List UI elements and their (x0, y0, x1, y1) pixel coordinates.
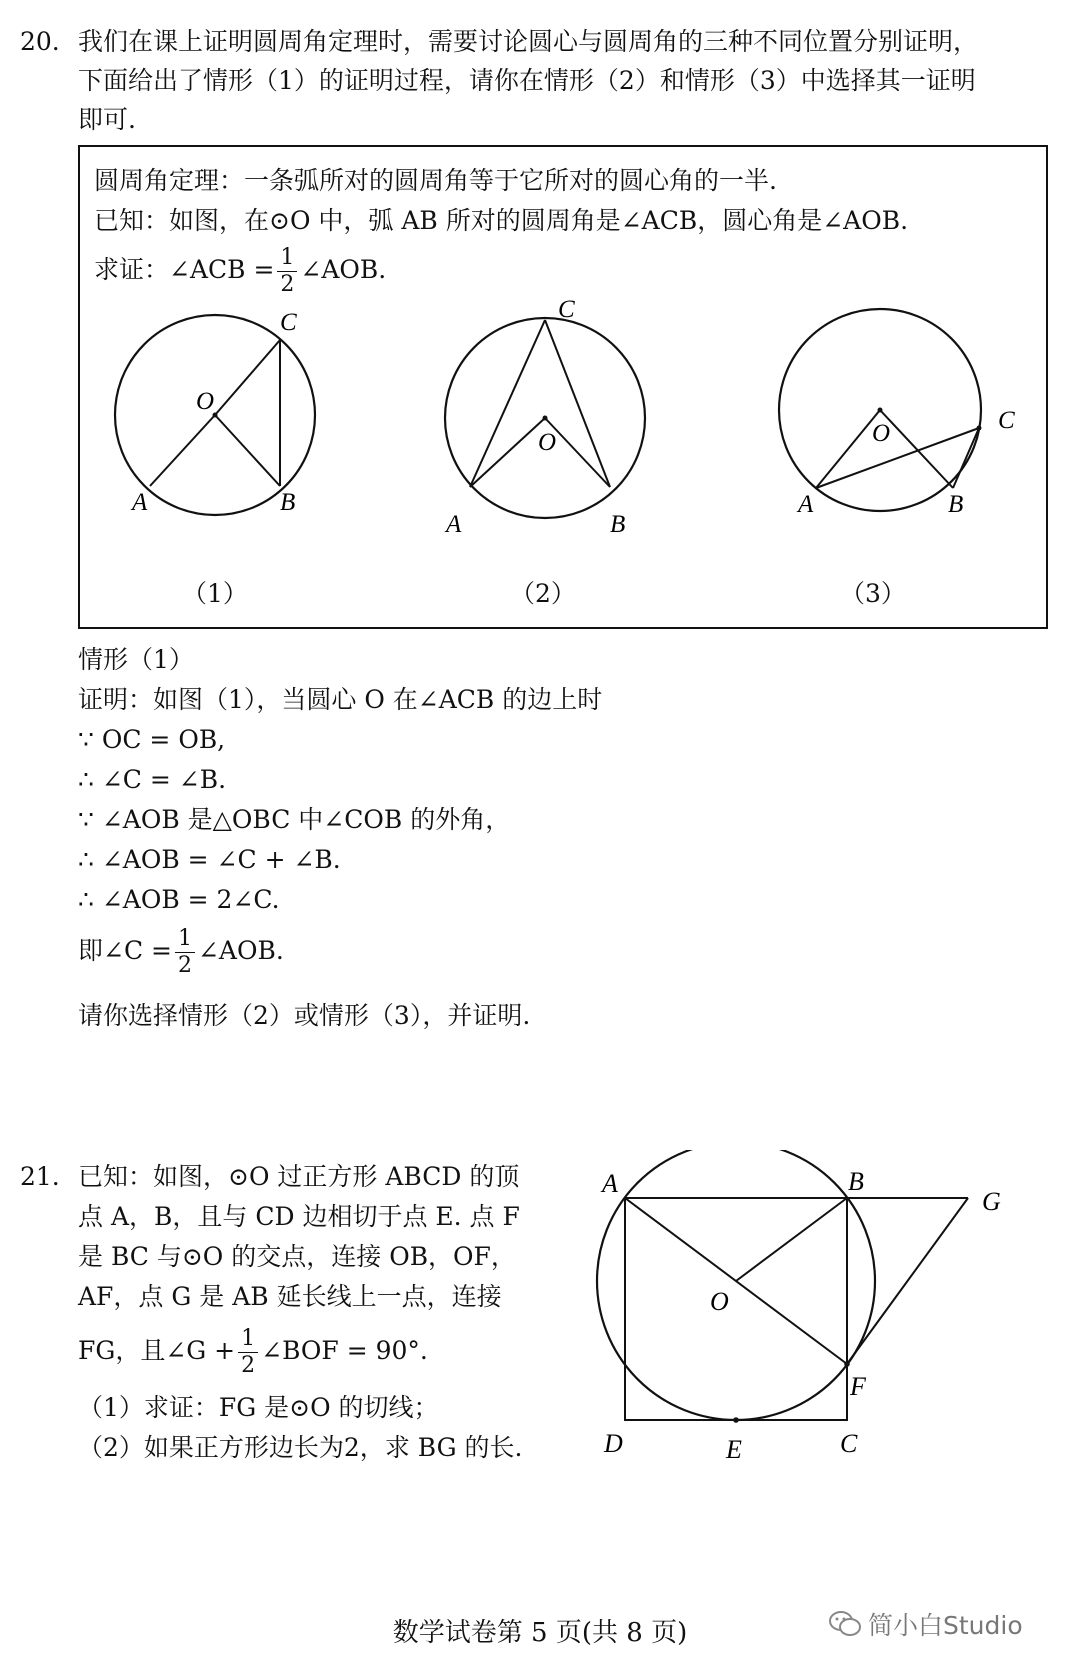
figure-2-label-O: O (538, 429, 557, 456)
q21-condition-fraction-den: 2 (241, 1353, 256, 1378)
proof-line-2: ∵ OC = OB, (78, 725, 226, 754)
figure-3-label-O: O (872, 420, 891, 447)
figure-1-label-A: A (132, 489, 148, 516)
figure-1-line-OB (215, 415, 280, 486)
figure-2-center-dot (543, 416, 548, 421)
prove-fraction-den: 2 (280, 272, 295, 297)
q21-point-E (733, 1417, 739, 1423)
q21-circle (597, 1150, 875, 1420)
figure-2-line-AC (470, 320, 545, 487)
figure-3-label-A: A (798, 491, 814, 518)
figure-2-label-C: C (558, 300, 575, 323)
proof-line-1: 证明：如图（1），当圆心 O 在∠ACB 的边上时 (78, 685, 603, 714)
q21-point-F (844, 1361, 850, 1367)
proof-final-suffix: ∠AOB. (197, 936, 284, 965)
prove-statement (94, 247, 386, 296)
q21-part-1: （1）求证：FG 是⊙O 的切线； (78, 1393, 439, 1422)
prove-fraction-num: 1 (277, 247, 297, 272)
given-statement: 已知：如图，在⊙O 中，弧 AB 所对的圆周角是∠ACB，圆心角是∠AOB. (94, 206, 909, 235)
q20-intro-line-1: 我们在课上证明圆周角定理时，需要讨论圆心与圆周角的三种不同位置分别证明， (78, 27, 979, 56)
figure-3 (770, 300, 1040, 550)
figure-2-line-AO (470, 418, 545, 487)
q21-label-D: D (604, 1429, 623, 1458)
q21-line-OB (736, 1198, 847, 1281)
q20-intro-line-3: 即可. (78, 105, 136, 134)
figure-2-label-A: A (446, 511, 462, 538)
q21-line-1: 已知：如图，⊙O 过正方形 ABCD 的顶 (78, 1162, 520, 1191)
q21-label-O: O (710, 1287, 729, 1316)
q21-figure (590, 1150, 1030, 1505)
q21-label-F: F (850, 1372, 866, 1401)
q20-number: 20. (20, 27, 60, 56)
figure-1-label-C: C (280, 309, 297, 336)
q21-condition (78, 1328, 428, 1377)
figure-2-line-CB (545, 320, 610, 487)
q21-condition-fraction (238, 1328, 258, 1377)
figure-2-label-B: B (610, 511, 626, 538)
watermark-text: 简小白Studio (868, 1611, 1023, 1640)
q21-square (625, 1198, 847, 1420)
prove-fraction (277, 247, 297, 296)
q21-condition-fraction-num: 1 (238, 1328, 258, 1353)
theorem-statement: 圆周角定理：一条弧所对的圆周角等于它所对的圆心角的一半. (94, 166, 777, 195)
watermark (828, 1606, 1023, 1642)
footer-page-number: 数学试卷第 5 页(共 8 页) (392, 1618, 688, 1648)
proof-ask: 请你选择情形（2）或情形（3），并证明. (78, 1001, 531, 1030)
figure-3-center-dot (878, 408, 883, 413)
proof-line-6: ∴ ∠AOB = 2∠C. (78, 885, 280, 914)
proof-final-fraction-num: 1 (175, 928, 195, 953)
q21-line-4: AF，点 G 是 AB 延长线上一点，连接 (78, 1282, 502, 1311)
figure-1 (100, 300, 340, 550)
figure-1-line-OC (215, 340, 280, 415)
q21-label-E: E (726, 1435, 742, 1464)
figure-2-caption: （2） (510, 579, 576, 608)
proof-final-prefix: 即∠C = (78, 936, 172, 965)
figure-1-label-O: O (196, 388, 215, 415)
proof-final-fraction (175, 928, 195, 977)
figure-3-caption: （3） (840, 579, 906, 608)
proof-case-heading: 情形（1） (78, 645, 194, 674)
q21-line-GF (847, 1198, 968, 1364)
q21-label-A: A (602, 1169, 618, 1198)
q21-number: 21. (20, 1162, 60, 1191)
proof-final-fraction-den: 2 (177, 953, 192, 978)
q21-condition-prefix: FG，且∠G + (78, 1336, 236, 1365)
q20-intro-line-2: 下面给出了情形（1）的证明过程，请你在情形（2）和情形（3）中选择其一证明 (78, 66, 976, 95)
prove-suffix: ∠AOB. (300, 255, 387, 284)
figure-3-line-OB (880, 410, 953, 488)
q21-label-G: G (982, 1187, 1001, 1216)
q21-label-C: C (840, 1429, 858, 1458)
q21-line-3: 是 BC 与⊙O 的交点，连接 OB，OF， (78, 1242, 516, 1271)
proof-line-5: ∴ ∠AOB = ∠C + ∠B. (78, 845, 341, 874)
proof-final (78, 928, 284, 977)
prove-prefix: 求证：∠ACB = (94, 255, 275, 284)
figure-1-line-AO (150, 415, 215, 486)
wechat-icon (828, 1609, 862, 1639)
figure-3-label-C: C (998, 407, 1015, 434)
proof-line-4: ∵ ∠AOB 是△OBC 中∠COB 的外角， (78, 805, 511, 834)
figure-2 (430, 300, 670, 550)
proof-line-3: ∴ ∠C = ∠B. (78, 765, 227, 794)
figure-1-label-B: B (280, 489, 296, 516)
figure-3-point-C (977, 426, 982, 431)
figure-1-caption: （1） (182, 579, 248, 608)
q21-part-2: （2）如果正方形边长为2，求 BG 的长. (78, 1433, 523, 1462)
q21-line-2: 点 A，B，且与 CD 边相切于点 E. 点 F (78, 1202, 520, 1231)
figure-3-label-B: B (948, 491, 964, 518)
q21-label-B: B (848, 1167, 864, 1196)
q21-condition-suffix: ∠BOF = 90°. (261, 1336, 428, 1365)
